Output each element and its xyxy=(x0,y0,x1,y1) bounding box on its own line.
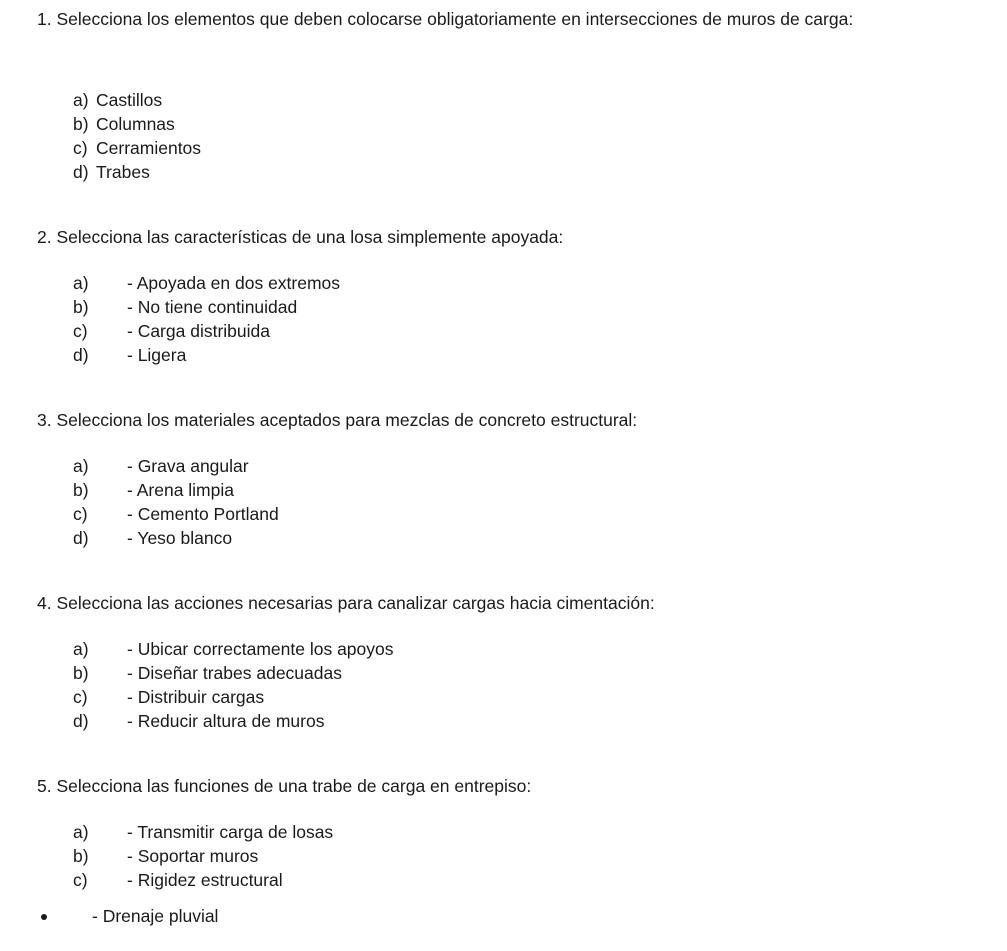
bullet-dot-icon xyxy=(41,914,47,920)
question-4-option-c xyxy=(73,685,265,709)
question-3-option-d xyxy=(73,526,233,550)
option-text: - Ubicar correctamente los apoyos xyxy=(127,639,394,659)
option-letter: b) xyxy=(73,846,89,866)
question-4-option-d xyxy=(73,709,325,733)
question-5-text: 5. Selecciona las funciones de una trabe de carga en entrepiso: xyxy=(37,776,532,796)
question-2-option-c xyxy=(73,319,270,343)
question-1-option-b xyxy=(73,112,175,136)
bullet-list-item: - Drenaje pluvial xyxy=(92,906,219,926)
question-3-option-c xyxy=(73,502,279,526)
option-letter: d) xyxy=(73,711,89,731)
question-5-option-c xyxy=(73,868,283,892)
option-text: - Reducir altura de muros xyxy=(127,711,325,731)
option-letter: a) xyxy=(73,90,89,110)
option-letter: c) xyxy=(73,687,88,707)
option-letter: d) xyxy=(73,528,89,548)
option-text: - Cemento Portland xyxy=(127,504,279,524)
option-letter: c) xyxy=(73,870,88,890)
option-text: - Diseñar trabes adecuadas xyxy=(127,663,342,683)
option-letter: b) xyxy=(73,663,89,683)
option-letter: a) xyxy=(73,822,89,842)
option-letter: a) xyxy=(73,273,89,293)
option-letter: d) xyxy=(73,345,89,365)
option-letter: c) xyxy=(73,504,88,524)
question-5-option-a xyxy=(73,820,334,844)
option-text: - Distribuir cargas xyxy=(127,687,265,707)
question-2-option-a xyxy=(73,271,341,295)
question-5-option-b xyxy=(73,844,259,868)
question-3-option-b xyxy=(73,478,234,502)
option-text: - Soportar muros xyxy=(127,846,259,866)
option-text: - Rigidez estructural xyxy=(127,870,283,890)
question-3-text: 3. Selecciona los materiales aceptados para mezclas de concreto estructural: xyxy=(37,410,638,430)
option-text: - Grava angular xyxy=(127,456,249,476)
option-text: - Apoyada en dos extremos xyxy=(127,273,341,293)
option-text: - Transmitir carga de losas xyxy=(127,822,334,842)
option-letter: a) xyxy=(73,639,89,659)
question-3-option-a xyxy=(73,454,249,478)
question-2-text: 2. Selecciona las características de una losa simplemente apoyada: xyxy=(37,227,564,247)
question-1-option-d xyxy=(73,160,150,184)
question-1-option-c xyxy=(73,136,202,160)
option-text: - Yeso blanco xyxy=(127,528,233,548)
option-text: Trabes xyxy=(96,162,150,182)
question-2-option-d xyxy=(73,343,187,367)
question-1-text: 1. Selecciona los elementos que deben colocarse obligatoriamente en intersecciones de muros de carga: xyxy=(37,9,854,29)
question-4-option-b xyxy=(73,661,342,685)
option-letter: c) xyxy=(73,138,88,158)
option-letter: d) xyxy=(73,162,89,182)
option-letter: b) xyxy=(73,480,89,500)
option-text: - No tiene continuidad xyxy=(127,297,298,317)
option-text: Cerramientos xyxy=(96,138,202,158)
option-letter: a) xyxy=(73,456,89,476)
option-text: - Arena limpia xyxy=(127,480,234,500)
option-text: Castillos xyxy=(96,90,163,110)
option-text: - Carga distribuida xyxy=(127,321,270,341)
question-1-option-a xyxy=(73,88,163,112)
question-4-option-a xyxy=(73,637,394,661)
option-letter: b) xyxy=(73,114,89,134)
question-4-text: 4. Selecciona las acciones necesarias para canalizar cargas hacia cimentación: xyxy=(37,593,655,613)
question-2-option-b xyxy=(73,295,298,319)
option-text: Columnas xyxy=(96,114,175,134)
option-text: - Ligera xyxy=(127,345,187,365)
option-letter: c) xyxy=(73,321,88,341)
option-letter: b) xyxy=(73,297,89,317)
